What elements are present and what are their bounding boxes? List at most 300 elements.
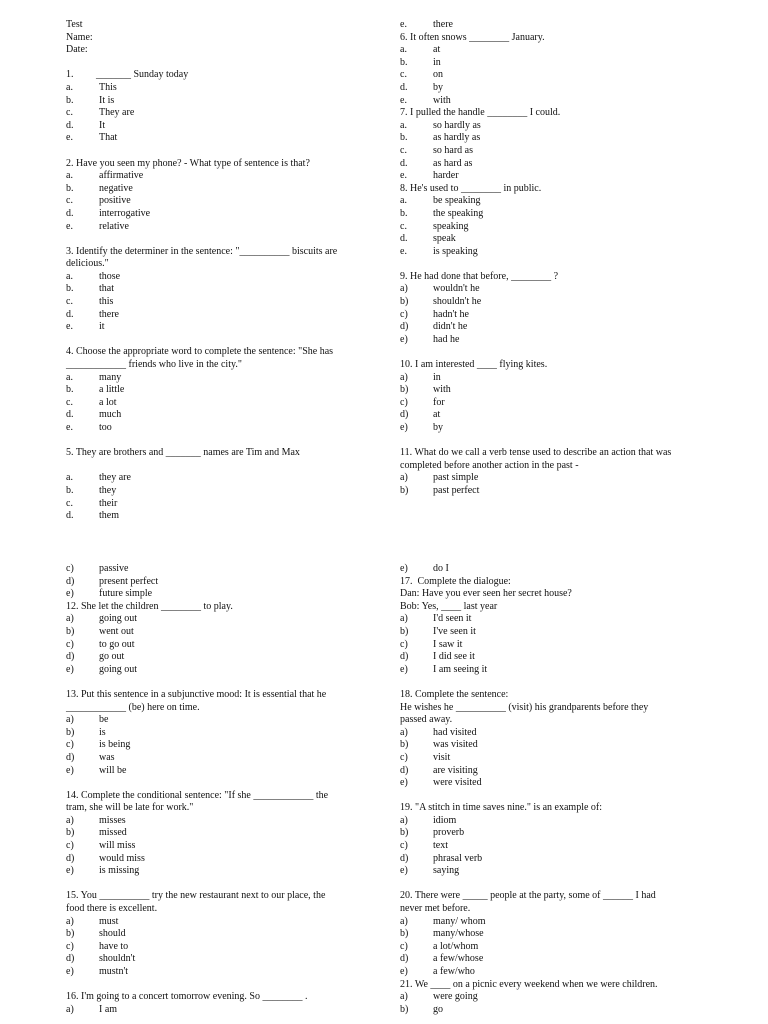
option-letter: a) (400, 472, 408, 484)
answer-option (66, 195, 366, 208)
answer-option (400, 853, 702, 866)
question-q9 (400, 271, 702, 347)
option-text: be (99, 714, 109, 726)
option-letter: e) (66, 588, 74, 600)
answer-option (400, 953, 702, 966)
option-letter: b) (400, 484, 409, 496)
option-letter: a) (66, 1003, 74, 1015)
option-text: at (433, 44, 441, 56)
answer-option (400, 120, 702, 133)
option-letter: b. (400, 56, 408, 68)
question-q15 (66, 890, 366, 978)
option-letter: c) (66, 638, 74, 650)
option-letter: a. (66, 371, 73, 383)
question-text: Dan: Have you ever seen her secret house? (400, 588, 572, 600)
option-text: by (433, 81, 443, 93)
option-text: had visited (433, 726, 477, 738)
answer-option (66, 576, 366, 589)
option-text: I am (99, 1003, 118, 1015)
question-q19 (400, 802, 702, 878)
question-q17 (400, 576, 702, 677)
option-text: they are (99, 472, 131, 484)
option-letter: d) (400, 764, 409, 776)
question-text: 13. Put this sentence in a subjunctive mood: It is essential that he (66, 688, 327, 700)
option-text: as hardly as (433, 132, 481, 144)
question-text: tram, she will be late for work." (66, 802, 194, 814)
option-letter: d. (66, 308, 74, 320)
option-letter: b. (66, 182, 74, 194)
option-text: interrogative (99, 207, 151, 219)
answer-option (400, 409, 702, 422)
option-text: future simple (99, 588, 153, 600)
header-line: Name: (66, 31, 93, 43)
column-bottom-right (400, 512, 702, 1016)
question-text: 4. Choose the appropriate word to complete the sentence: "She has (66, 346, 334, 358)
option-letter: a. (66, 170, 73, 182)
question-text: Bob: Yes, ____ last year (400, 600, 498, 612)
option-letter: e. (400, 170, 407, 182)
option-letter: e) (66, 966, 74, 977)
question-text: completed before another action in the past - (400, 459, 579, 471)
answer-option (66, 107, 366, 120)
answer-option (400, 485, 702, 498)
question-q12 (66, 601, 366, 677)
answer-option (66, 498, 366, 511)
option-text: do I (433, 563, 449, 574)
option-letter: a) (66, 915, 74, 927)
answer-option (400, 727, 702, 740)
option-text: That (99, 132, 118, 144)
option-text: relative (99, 220, 129, 232)
option-text: there (433, 19, 453, 30)
answer-option (66, 1004, 366, 1017)
question-text: ____________ (be) here on time. (66, 701, 200, 713)
option-text: their (99, 497, 118, 509)
option-letter: b) (66, 928, 75, 940)
option-letter: e. (66, 220, 73, 232)
answer-option (66, 865, 366, 878)
answer-option (66, 928, 366, 941)
option-text: it (99, 321, 105, 333)
option-letter: b. (66, 384, 74, 396)
option-letter: d. (66, 119, 74, 131)
option-text: missed (99, 827, 127, 839)
answer-option (66, 563, 366, 576)
answer-option (66, 397, 366, 410)
answer-option (66, 309, 366, 322)
option-text: that (99, 283, 114, 295)
option-letter: b. (66, 94, 74, 106)
answer-option (400, 397, 702, 410)
answer-option (400, 777, 702, 790)
option-letter: c) (66, 840, 74, 852)
option-letter: d) (400, 651, 409, 663)
option-text: a few/whose (433, 953, 484, 965)
answer-option (400, 57, 702, 70)
option-text: wouldn't he (433, 283, 480, 295)
option-text: text (433, 840, 448, 852)
question-text: 3. Identify the determiner in the sentence: "__________ biscuits are (66, 245, 338, 257)
option-letter: b) (400, 384, 409, 396)
answer-option (400, 233, 702, 246)
question-continuation (400, 563, 702, 576)
option-text: would miss (99, 852, 145, 864)
answer-option (66, 132, 366, 145)
answer-option (66, 941, 366, 954)
option-letter: d) (400, 953, 409, 965)
question-q8 (400, 183, 702, 259)
option-text: were going (433, 991, 478, 1003)
option-text: I saw it (433, 638, 463, 650)
option-text: is (99, 726, 106, 738)
option-letter: b. (66, 283, 74, 295)
option-text: They are (99, 107, 135, 119)
answer-option (66, 384, 366, 397)
answer-option (66, 752, 366, 765)
answer-option (66, 321, 366, 334)
option-letter: d) (66, 751, 75, 763)
answer-option (66, 372, 366, 385)
option-text: shouldn't he (433, 296, 482, 308)
option-letter: b. (400, 207, 408, 219)
option-letter: e. (66, 132, 73, 144)
option-text: with (433, 94, 451, 106)
answer-option (66, 271, 366, 284)
option-text: should (99, 928, 126, 940)
question-text: 7. I pulled the handle ________ I could. (400, 107, 561, 119)
option-letter: e. (400, 19, 407, 30)
option-text: harder (433, 170, 459, 182)
option-text: misses (99, 814, 126, 826)
question-q10 (400, 359, 702, 435)
question-text: 9. He had done that before, ________ ? (400, 270, 559, 282)
answer-option (400, 195, 702, 208)
answer-option (66, 739, 366, 752)
question-q21 (400, 979, 702, 1017)
option-letter: b. (66, 484, 74, 496)
option-text: I'd seen it (433, 613, 472, 625)
answer-option (66, 765, 366, 778)
option-letter: a) (400, 283, 408, 295)
option-letter: a) (400, 814, 408, 826)
answer-option (400, 221, 702, 234)
option-text: It (99, 119, 106, 131)
question-q14 (66, 790, 366, 878)
option-letter: c. (66, 497, 73, 509)
answer-option (400, 966, 702, 979)
option-text: past simple (433, 472, 479, 484)
answer-option (66, 422, 366, 435)
option-letter: a. (66, 270, 73, 282)
answer-option (66, 727, 366, 740)
option-text: shouldn't (99, 953, 136, 965)
option-letter: d. (400, 233, 408, 245)
option-text: much (99, 409, 122, 421)
answer-option (400, 916, 702, 929)
question-text: 17. Complete the dialogue: (400, 575, 511, 587)
answer-option (400, 296, 702, 309)
answer-option (66, 208, 366, 221)
answer-option (400, 283, 702, 296)
option-letter: e. (66, 321, 73, 333)
option-letter: a. (400, 119, 407, 131)
option-letter: c) (400, 638, 408, 650)
answer-option (66, 953, 366, 966)
option-text: go (433, 1003, 443, 1015)
option-letter: d. (66, 510, 74, 522)
option-text: must (99, 915, 119, 927)
option-letter: d. (400, 157, 408, 169)
question-text: 2. Have you seen my phone? - What type of sentence is that? (66, 157, 310, 169)
option-letter: d. (66, 409, 74, 421)
option-text: this (99, 296, 114, 308)
option-letter: c) (400, 308, 408, 320)
option-letter: e) (400, 333, 408, 345)
answer-option (400, 472, 702, 485)
option-letter: b) (400, 296, 409, 308)
answer-option (66, 485, 366, 498)
question-q16 (66, 991, 366, 1016)
option-text: with (433, 384, 451, 396)
option-text: I did see it (433, 651, 475, 663)
option-letter: b) (400, 625, 409, 637)
option-text: go out (99, 651, 125, 663)
answer-option (400, 928, 702, 941)
answer-option (400, 145, 702, 158)
option-letter: d) (400, 321, 409, 333)
option-letter: a) (66, 814, 74, 826)
option-text: a little (99, 384, 125, 396)
question-text: 21. We ____ on a picnic every weekend when we were children. (400, 978, 658, 990)
question-text: 18. Complete the sentence: (400, 688, 509, 700)
column-bottom-left (66, 512, 366, 1016)
answer-option (66, 283, 366, 296)
answer-option (400, 44, 702, 57)
question-text: 20. There were _____ people at the party, some of ______ I had (400, 890, 656, 902)
option-text: had he (433, 333, 460, 345)
answer-option (66, 588, 366, 601)
option-letter: e) (66, 865, 74, 877)
header-line: Test (66, 19, 83, 30)
option-letter: c. (400, 220, 407, 232)
answer-option (66, 296, 366, 309)
answer-option (66, 827, 366, 840)
answer-option (400, 639, 702, 652)
option-letter: e) (66, 764, 74, 776)
option-letter: a. (66, 472, 73, 484)
option-letter: a. (400, 44, 407, 56)
question-text: He wishes he __________ (visit) his grandparents before they (400, 701, 649, 713)
question-text: 8. He's used to ________ in public. (400, 182, 542, 194)
option-letter: d) (66, 953, 75, 965)
question-text: 6. It often snows ________ January. (400, 31, 545, 43)
column-top-right (400, 0, 702, 498)
option-text: This (99, 81, 117, 93)
option-text: by (433, 422, 443, 433)
option-letter: c. (400, 69, 407, 81)
option-letter: d. (400, 81, 408, 93)
option-letter: c) (66, 739, 74, 751)
answer-option (400, 19, 702, 32)
option-letter: b) (400, 827, 409, 839)
answer-option (400, 626, 702, 639)
answer-option (400, 765, 702, 778)
answer-option (66, 120, 366, 133)
header-line: Date: (66, 44, 88, 56)
answer-option (66, 916, 366, 929)
option-letter: e. (66, 422, 73, 433)
answer-option (66, 853, 366, 866)
question-text: 14. Complete the conditional sentence: "If she ____________ the (66, 789, 329, 801)
answer-option (400, 865, 702, 878)
answer-option (66, 183, 366, 196)
option-letter: e) (66, 663, 74, 675)
option-text: to go out (99, 638, 135, 650)
option-text: was (99, 751, 115, 763)
answer-option (400, 158, 702, 171)
answer-option (66, 221, 366, 234)
answer-option (66, 639, 366, 652)
answer-option (400, 827, 702, 840)
option-letter: d) (400, 852, 409, 864)
option-text: are visiting (433, 764, 478, 776)
option-text: is missing (99, 865, 140, 877)
question-q3 (66, 246, 366, 334)
option-text: is being (99, 739, 131, 751)
option-letter: e. (400, 245, 407, 257)
option-text: a few/who (433, 966, 475, 977)
column-top-left (66, 0, 366, 523)
option-letter: c. (66, 195, 73, 207)
question-continuation (66, 563, 366, 601)
option-letter: a) (66, 714, 74, 726)
option-text: will miss (99, 840, 136, 852)
answer-option (400, 613, 702, 626)
option-text: going out (99, 613, 138, 625)
option-text: were visited (433, 777, 482, 789)
question-q7 (400, 107, 702, 183)
option-text: speaking (433, 220, 469, 232)
option-text: visit (433, 751, 451, 763)
option-letter: c. (66, 107, 73, 119)
answer-option (400, 384, 702, 397)
answer-option (400, 208, 702, 221)
question-text: 12. She let the children ________ to play. (66, 600, 233, 612)
option-text: so hardly as (433, 119, 481, 131)
option-letter: c) (400, 396, 408, 408)
option-letter: a) (400, 371, 408, 383)
answer-option (400, 1004, 702, 1017)
answer-option (400, 95, 702, 108)
question-q20 (400, 890, 702, 978)
option-letter: d) (400, 409, 409, 421)
option-text: will be (99, 764, 127, 776)
option-text: negative (99, 182, 133, 194)
option-text: positive (99, 195, 131, 207)
option-text: on (433, 69, 443, 81)
option-letter: e. (400, 94, 407, 106)
answer-option (66, 651, 366, 664)
option-letter: a) (400, 726, 408, 738)
option-text: I've seen it (433, 625, 476, 637)
question-text: 5. They are brothers and _______ names are Tim and Max (66, 447, 300, 459)
option-letter: a. (400, 195, 407, 207)
option-text: so hard as (433, 144, 473, 156)
answer-option (400, 941, 702, 954)
answer-option (400, 563, 702, 576)
option-text: for (433, 396, 445, 408)
answer-option (400, 664, 702, 677)
option-letter: c) (66, 940, 74, 952)
answer-option (66, 714, 366, 727)
answer-option (66, 82, 366, 95)
question-text: 15. You __________ try the new restaurant next to our place, the (66, 890, 326, 902)
answer-option (66, 815, 366, 828)
option-text: past perfect (433, 484, 480, 496)
option-text: many/whose (433, 928, 484, 940)
answer-option (66, 626, 366, 639)
option-text: in (433, 371, 441, 383)
question-text: delicious." (66, 258, 109, 270)
answer-option (66, 472, 366, 485)
option-text: a lot (99, 396, 117, 408)
option-text: phrasal verb (433, 852, 483, 864)
question-q11 (400, 447, 702, 497)
answer-option (400, 321, 702, 334)
option-letter: b) (66, 827, 75, 839)
option-letter: e) (400, 422, 408, 433)
option-text: mustn't (99, 966, 129, 977)
option-letter: e) (400, 865, 408, 877)
option-text: there (99, 308, 119, 320)
option-text: at (433, 409, 441, 421)
question-text: never met before. (400, 903, 471, 915)
option-text: It is (99, 94, 115, 106)
option-letter: a. (66, 81, 73, 93)
option-text: too (99, 422, 112, 433)
option-letter: b) (400, 1003, 409, 1015)
option-letter: b) (400, 928, 409, 940)
option-text: many (99, 371, 122, 383)
question-text: 19. "A stitch in time saves nine." is an example of: (400, 802, 603, 814)
option-letter: c) (66, 563, 74, 574)
answer-option (400, 170, 702, 183)
option-letter: e) (400, 563, 408, 574)
option-text: didn't he (433, 321, 468, 333)
option-letter: d) (66, 575, 75, 587)
answer-option (400, 815, 702, 828)
option-text: was visited (433, 739, 478, 751)
question-q13 (66, 689, 366, 777)
answer-option (400, 69, 702, 82)
option-letter: e) (400, 777, 408, 789)
option-letter: d. (66, 207, 74, 219)
option-letter: c) (400, 751, 408, 763)
answer-option (400, 334, 702, 347)
option-text: proverb (433, 827, 465, 839)
question-text: 11. What do we call a verb tense used to describe an action that was (400, 447, 672, 459)
answer-option (66, 966, 366, 979)
option-text: hadn't he (433, 308, 469, 320)
option-text: going out (99, 663, 138, 675)
answer-option (400, 372, 702, 385)
answer-option (66, 409, 366, 422)
question-text: ____________ friends who live in the city." (66, 359, 242, 371)
answer-option (400, 246, 702, 259)
option-letter: a) (400, 613, 408, 625)
option-text: present perfect (99, 575, 159, 587)
option-text: in (433, 56, 441, 68)
